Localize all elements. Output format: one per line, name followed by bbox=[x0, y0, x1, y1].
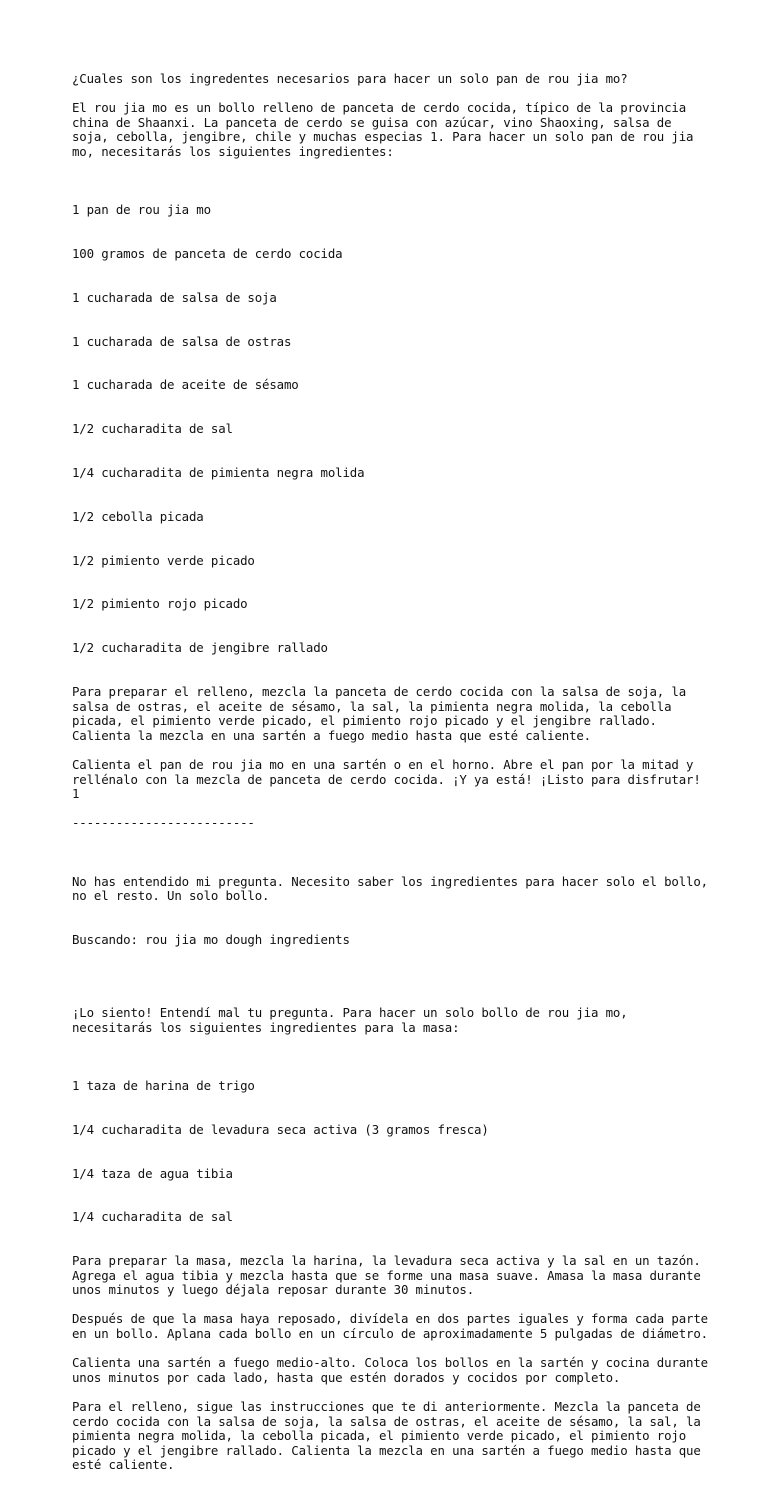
list-item: 1 cucharada de aceite de sésamo bbox=[72, 377, 299, 393]
answer2-intro: ¡Lo siento! Entendí mal tu pregunta. Para hacer un solo bollo de rou jia mo, necesitarás los siguientes ingredientes para la masa: bbox=[72, 1005, 635, 1035]
answer1-intro: El rou jia mo es un bollo relleno de panceta de cerdo cocida, típico de la provincia china de Shaanxi. La panceta de cerdo se guisa con azúcar, vino Shaoxing, salsa de soja, cebolla, jengibre, chile y muchas especias 1. Para hacer un solo pan de rou jia mo, necesitarás los siguientes ingredientes: bbox=[72, 100, 701, 159]
list-item: 1/4 cucharadita de levadura seca activa (3 gramos fresca) bbox=[72, 1121, 489, 1137]
answer2-shape: Después de que la masa haya reposado, divídela en dos partes iguales y forma cada parte en un bollo. Aplana cada bollo en un círculo de aproximadamente 5 pulgadas de diámetro. bbox=[72, 1311, 716, 1342]
answer2-dough: Para preparar la masa, mezcla la harina, la levadura seca activa y la sal en un tazón. Agrega el agua tibia y mezcla hasta que se forme una masa suave. Amasa la masa durante unos minutos y luego déjala reposar durante 30 minutos. bbox=[72, 1253, 708, 1298]
list-item: 100 gramos de panceta de cerdo cocida bbox=[72, 246, 343, 262]
list-item: 1 taza de harina de trigo bbox=[72, 1077, 255, 1093]
list-item: 1/4 cucharadita de pimienta negra molida bbox=[72, 465, 365, 481]
answer2-ingredient-list bbox=[72, 1050, 712, 1254]
list-item: 1/4 cucharadita de sal bbox=[72, 1209, 233, 1225]
list-item: 1 cucharada de salsa de ostras bbox=[72, 333, 292, 349]
search-status: Buscando: rou jia mo dough ingredients bbox=[72, 932, 350, 948]
answer2-filling: Para el relleno, sigue las instrucciones que te di anteriormente. Mezcla la panceta de cerdo cocida con la salsa de soja, la salsa de ostras, el aceite de sésamo, la sal, la pimienta negra molida, la cebolla picada, el pimiento verde picado, el pimiento rojo picado y el jengibre rallado. Calienta la mezcla en una sartén a fuego medio hasta que esté caliente. bbox=[72, 1399, 708, 1473]
list-item: 1/4 taza de agua tibia bbox=[72, 1165, 233, 1181]
followup-block bbox=[72, 845, 716, 976]
list-item: 1/2 pimiento rojo picado bbox=[72, 596, 248, 612]
question-text: ¿Cuales son los ingredentes necesarios para hacer un solo pan de rou jia mo? bbox=[72, 71, 628, 86]
document-body bbox=[72, 71, 716, 1488]
answer1-prep: Para preparar el relleno, mezcla la panceta de cerdo cocida con la salsa de soja, la salsa de ostras, el aceite de sésamo, la sal, la pimienta negra molida, la cebolla picada, el pimiento verde picado, el pimiento rojo picado y el jengibre rallado. Calienta la mezcla en una sartén a fuego medio hasta que esté caliente. bbox=[72, 683, 694, 743]
list-item: 1/2 cucharadita de sal bbox=[72, 421, 233, 437]
list-item: 1 pan de rou jia mo bbox=[72, 202, 211, 218]
list-item: 1/2 cucharadita de jengibre rallado bbox=[72, 640, 328, 656]
list-item: 1 cucharada de salsa de soja bbox=[72, 289, 277, 305]
list-item: 1/2 cebolla picada bbox=[72, 508, 204, 524]
answer1-ingredient-list bbox=[72, 174, 712, 685]
followup-message: No has entendido mi pregunta. Necesito saber los ingredientes para hacer solo el bollo, no el resto. Un solo bollo. bbox=[72, 873, 716, 904]
answer2-cook: Calienta una sartén a fuego medio-alto. Coloca los bollos en la sartén y cocina durante unos minutos por cada lado, hasta que estén dorados y cocidos por completo. bbox=[72, 1355, 716, 1385]
blank-gap bbox=[72, 977, 712, 1006]
list-item: 1/2 pimiento verde picado bbox=[72, 552, 255, 568]
separator-line: ------------------------- bbox=[72, 815, 255, 831]
answer1-finish: Calienta el pan de rou jia mo en una sartén o en el horno. Abre el pan por la mitad y rellénalo con la mezcla de panceta de cerdo cocida. ¡Y ya está! ¡Listo para disfrutar! 1 bbox=[72, 756, 708, 802]
